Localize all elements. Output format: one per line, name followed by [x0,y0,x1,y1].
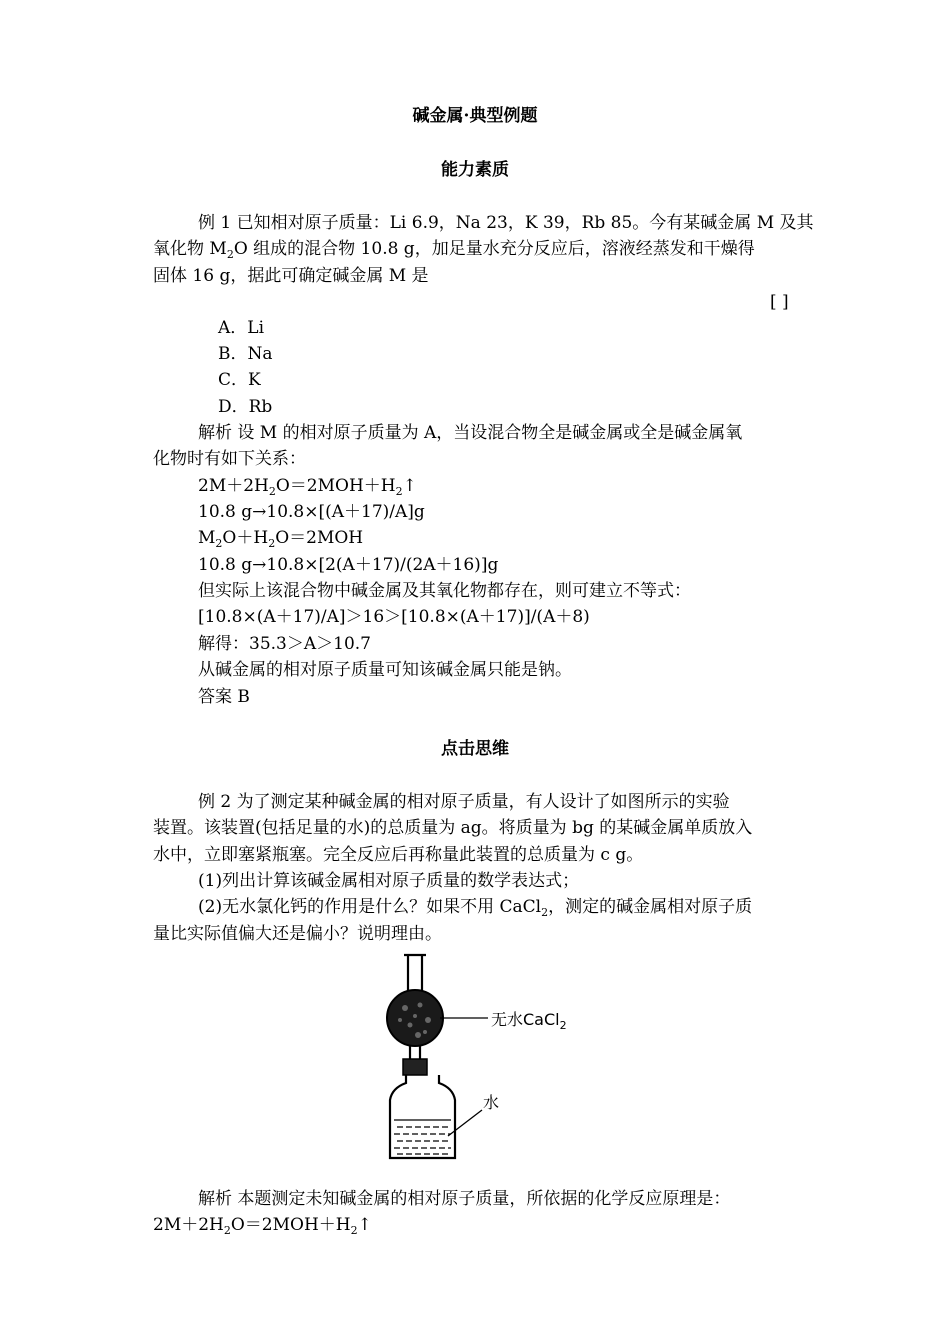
section-heading-thinking: 点击思维 [441,739,509,759]
label-water: 水 [483,1093,500,1112]
answer: 答案 B [198,687,250,707]
solution: 解得：35.3＞A＞10.7 [198,634,371,654]
apparatus-figure [370,950,600,1165]
option-c: C．K [218,370,261,390]
ex1-line-1: 例 1 已知相对原子质量：Li 6.9，Na 23，K 39，Rb 85。今有某碱金属 M 及其 [198,213,814,233]
analysis-line-1: 解析 设 M 的相对原子质量为 A，当设混合物全是碱金属或全是碱金属氧 [198,423,743,443]
section-heading-ability: 能力素质 [441,160,509,180]
equation-3: $M_2O+H_2O=2MOH$ [198,528,364,550]
label-anhydrous-cacl2: 无水CaCl$_2$ [491,1010,567,1032]
ex1-line-3: 固体 16 g，据此可确定碱金属 M 是 [153,266,429,286]
conclusion: 从碱金属的相对原子质量可知该碱金属只能是钠。 [198,660,572,680]
option-d: D．Rb [218,397,273,417]
question-2-cont: 量比实际值偏大还是偏小？说明理由。 [153,924,442,944]
ex2-equation: $2M+2H_2O=2MOH+H_2↑$ [153,1215,372,1237]
analysis-line-5: 但实际上该混合物中碱金属及其氧化物都存在，则可建立不等式： [198,581,691,601]
equation-4: 10.8 g→10.8×[2(A＋17)/(2A＋16)]g [198,555,499,575]
equation-1: $2M+2H_2O=2MOH+H_2↑$ [198,476,417,498]
page-title: 碱金属·典型例题 [412,106,538,126]
inequality: [10.8×(A＋17)/A]＞16＞[10.8×(A＋17)]/(A＋8) [198,607,590,627]
ex2-line-1: 例 2 为了测定某种碱金属的相对原子质量，有人设计了如图所示的实验 [198,792,730,812]
question-2: (2)无水氯化钙的作用是什么？如果不用 CaCl$_2$，测定的碱金属相对原子质 [198,897,753,919]
answer-bracket: [ ] [770,292,789,312]
ex1-line-2: 氧化物 $M_2O$ 组成的混合物 10.8 g，加足量水充分反应后，溶液经蒸发和干燥得 [153,239,755,261]
option-a: A．Li [218,318,265,338]
ex2-line-3: 水中，立即塞紧瓶塞。完全反应后再称量此装置的总质量为 c g。 [153,845,644,865]
equation-2: 10.8 g→10.8×[(A＋17)/A]g [198,502,425,522]
question-1: (1)列出计算该碱金属相对原子质量的数学表达式； [198,871,580,891]
option-b: B．Na [218,344,273,364]
ex2-line-2: 装置。该装置(包括足量的水)的总质量为 ag。将质量为 bg 的某碱金属单质放入 [153,818,753,838]
ex2-analysis-line-1: 解析 本题测定未知碱金属的相对原子质量，所依据的化学反应原理是： [198,1189,731,1209]
analysis-line-2: 化物时有如下关系： [153,449,306,469]
